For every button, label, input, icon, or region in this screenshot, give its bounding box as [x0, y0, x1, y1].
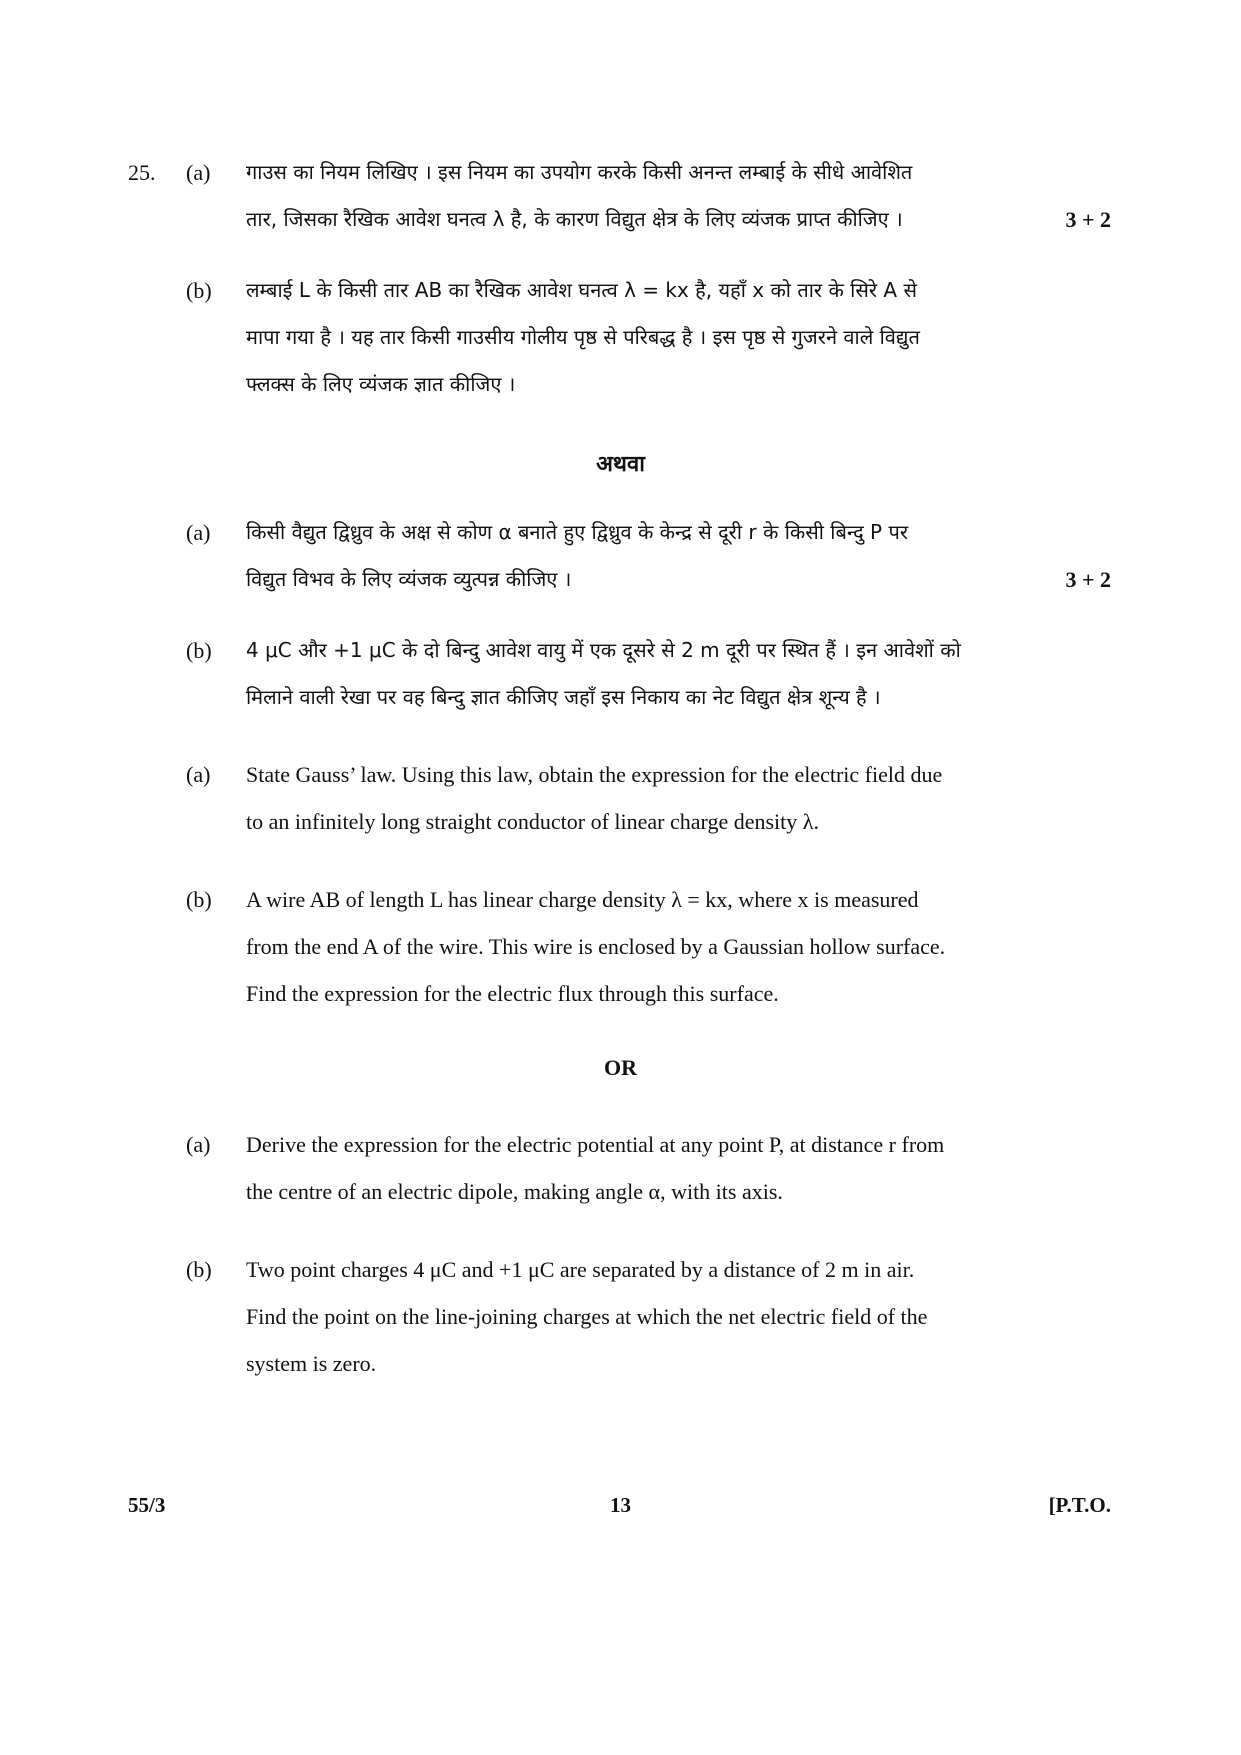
hindi-alt-b-text: [246, 627, 1066, 721]
english-part-b-text: [246, 876, 1066, 1017]
pto-label: [P.T.O.: [1048, 1493, 1111, 1517]
hindi-part-a-label: (a): [186, 160, 211, 185]
hindi-part-a-line1: गाउस का नियम लिखिए । इस नियम का उपयोग करके किसी अनन्त लम्बाई के सीधे आवेशित: [246, 160, 913, 184]
hindi-alt-a-line1: किसी वैद्युत द्विध्रुव के अक्ष से कोण α बनाते हुए द्विध्रुव के केन्द्र से दूरी r के किसी बिन्दु P पर: [246, 520, 909, 544]
hindi-alt-a-text: [246, 509, 1066, 603]
hindi-part-a-text: [246, 149, 1066, 243]
english-part-a-label: (a): [186, 762, 211, 787]
english-alt-b-line3: system is zero.: [246, 1351, 377, 1376]
english-part-b-line2: from the end A of the wire. This wire is enclosed by a Gaussian hollow surface.: [246, 934, 946, 959]
english-alt-a-line2: the centre of an electric dipole, making angle α, with its axis.: [246, 1179, 783, 1204]
english-part-a-line1: State Gauss’ law. Using this law, obtain the expression for the electric field due: [246, 762, 943, 787]
hindi-part-b-label: (b): [186, 278, 212, 303]
paper-code: 55/3: [128, 1493, 166, 1517]
english-part-a-line2: to an infinitely long straight conductor of linear charge density λ.: [246, 809, 819, 834]
hindi-part-a-line2: तार, जिसका रैखिक आवेश घनत्व λ है, के कारण विद्युत क्षेत्र के लिए व्यंजक प्राप्त कीजिए ।: [246, 207, 903, 231]
hindi-part-a-marks: 3 + 2: [1065, 207, 1111, 232]
hindi-alt-a-line2: विद्युत विभव के लिए व्यंजक व्युत्पन्न कीजिए ।: [246, 567, 572, 591]
english-or-heading: OR: [604, 1055, 637, 1080]
english-alt-b-line1: Two point charges 4 μC and +1 μC are separated by a distance of 2 m in air.: [246, 1257, 915, 1282]
english-part-b-line1: A wire AB of length L has linear charge density λ = kx, where x is measured: [246, 887, 919, 912]
hindi-alt-b-label: (b): [186, 638, 212, 663]
english-part-b-line3: Find the expression for the electric flux through this surface.: [246, 981, 779, 1006]
english-alt-b-label: (b): [186, 1257, 212, 1282]
hindi-alt-a-marks: 3 + 2: [1065, 567, 1111, 592]
english-part-b-label: (b): [186, 887, 212, 912]
english-alt-a-text: [246, 1121, 1066, 1215]
hindi-or-heading: अथवा: [596, 452, 645, 477]
english-part-a-text: [246, 751, 1066, 845]
hindi-part-b-text: [246, 267, 1066, 408]
hindi-alt-a-label: (a): [186, 520, 211, 545]
english-alt-a-line1: Derive the expression for the electric potential at any point P, at distance r from: [246, 1132, 945, 1157]
english-alt-b-text: [246, 1246, 1066, 1387]
hindi-alt-b-line2: मिलाने वाली रेखा पर वह बिन्दु ज्ञात कीजिए जहाँ इस निकाय का नेट विद्युत क्षेत्र शून्य है ।: [246, 685, 881, 709]
hindi-part-b-line2: मापा गया है । यह तार किसी गाउसीय गोलीय पृष्ठ से परिबद्ध है । इस पृष्ठ से गुजरने वाले विद्युत: [246, 325, 920, 349]
english-alt-b-line2: Find the point on the line-joining charges at which the net electric field of the: [246, 1304, 928, 1329]
page-number: 13: [610, 1493, 631, 1517]
hindi-alt-b-line1: 4 μC और +1 μC के दो बिन्दु आवेश वायु में एक दूसरे से 2 m दूरी पर स्थित हैं । इन आवेशों को: [246, 638, 961, 662]
hindi-part-b-line3: फ्लक्स के लिए व्यंजक ज्ञात कीजिए ।: [246, 372, 516, 396]
question-number: 25.: [128, 160, 156, 185]
english-alt-a-label: (a): [186, 1132, 211, 1157]
hindi-part-b-line1: लम्बाई L के किसी तार AB का रैखिक आवेश घनत्व λ = kx है, यहाँ x को तार के सिरे A से: [246, 278, 917, 302]
